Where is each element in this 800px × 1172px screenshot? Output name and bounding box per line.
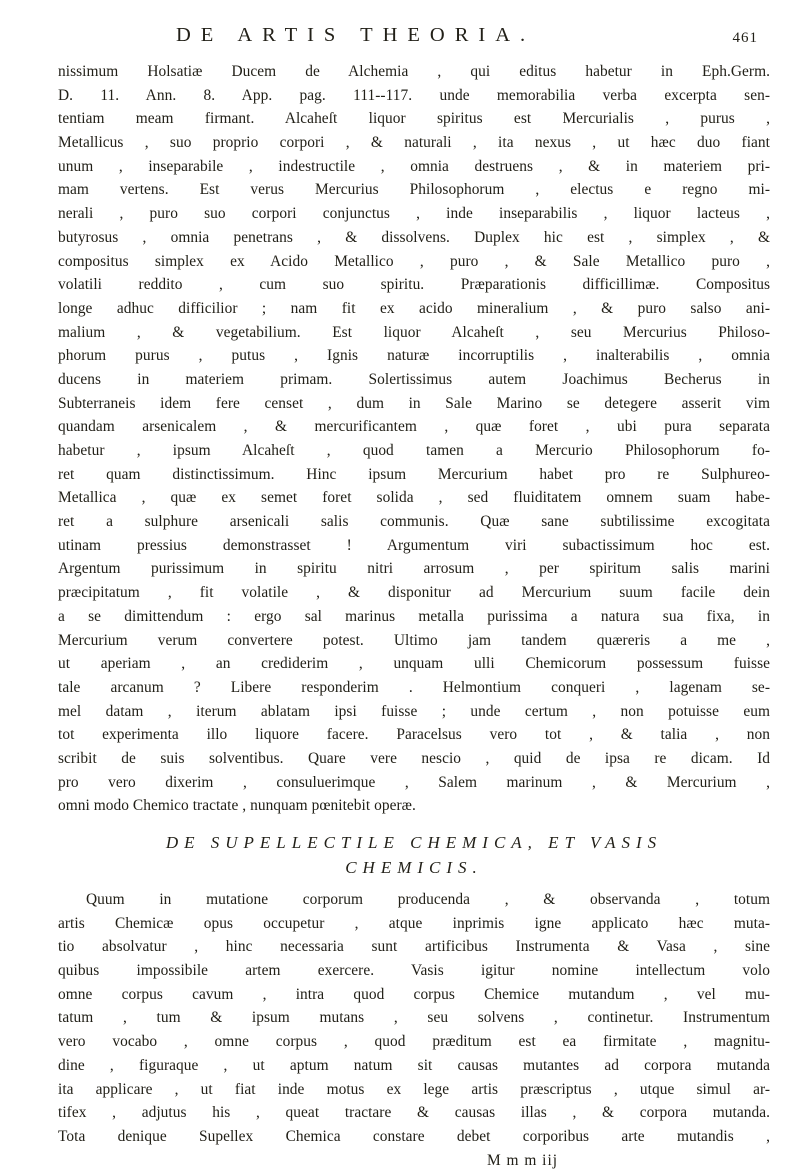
text-line: artis Chemicæ opus occupetur , atque inprimis igne applicato hæc muta- (58, 914, 770, 932)
text-line: Argentum purissimum in spiritu nitri arrosum , per spiritum salis marini (58, 560, 770, 578)
text-line: omni modo Chemico tractate , nunquam pœnitebit operæ. (58, 797, 416, 815)
text-line: præcipitatum , fit volatile , & disponitur ad Mercurium suum facile dein (58, 584, 770, 602)
text-line: longe adhuc difficilior ; nam fit ex acido mineralium , & puro salso ani- (58, 299, 770, 317)
text-line: ret a sulphure arsenicali salis communis. Quæ sane subtilissime excogitata (58, 513, 770, 531)
text-line: pro vero dixerim , consuluerimque , Salem marinum , & Mercurium , (58, 773, 770, 791)
text-line: tentiam meam firmant. Alcaheſt liquor spiritus est Mercurialis , purus , (58, 110, 770, 128)
text-line: D. 11. Ann. 8. App. pag. 111--117. unde memorabilia verba excerpta sen- (58, 86, 770, 104)
text-line: nerali , puro suo corpori conjunctus , inde inseparabilis , liquor lacteus , (58, 205, 770, 223)
text-line: dine , figuraque , ut aptum natum sit causas mutantes ad corpora mutanda (58, 1056, 770, 1074)
text-line: quibus impossibile artem exercere. Vasis igitur nomine intellectum volo (58, 962, 770, 980)
text-line: compositus simplex ex Acido Metallico , puro , & Sale Metallico puro , (58, 252, 770, 270)
text-line: volatili reddito , cum suo spiritu. Præparationis difficillimæ. Compositus (58, 276, 770, 294)
text-line: Tota denique Supellex Chemica constare debet corporibus arte mutandis , (58, 1127, 770, 1145)
text-line: ducens in materiem primam. Solertissimus autem Joachimus Becherus in (58, 370, 770, 388)
paragraph-supellex (58, 888, 770, 1149)
text-line: ita applicare , ut fiat inde motus ex lege artis præscriptus , utque simul ar- (58, 1080, 770, 1098)
text-line: utinam pressius demonstrasset ! Argumentum viri subactissimum hoc est. (58, 536, 770, 554)
text-line: Metallica , quæ ex semet foret solida , sed fluiditatem omnem suam habe- (58, 489, 770, 507)
text-line: tifex , adjutus his , queat tractare & causas illas , & corpora mutanda. (58, 1104, 770, 1122)
running-head (58, 22, 770, 60)
page-number: 461 (732, 30, 758, 46)
text-line: phorum purus , putus , Ignis naturæ incorruptilis , inalterabilis , omnia (58, 347, 770, 365)
signature-mark: M m m iij (487, 1151, 558, 1169)
text-line: Quum in mutatione corporum producenda , & observanda , totum (86, 891, 770, 908)
paragraph-alcahest (58, 60, 770, 818)
section-heading-line: DE SUPELLECTILE CHEMICA, ET VASIS (165, 833, 663, 852)
text-line: Mercurium verum convertere potest. Ultimo jam tandem quæreris a me , (58, 631, 770, 649)
text-line: scribit de suis solventibus. Quare vere nescio , quid de ipsa re dicam. Id (58, 749, 770, 767)
text-line: Metallicus , suo proprio corpori , & naturali , ita nexus , ut hæc duo fiant (58, 134, 770, 152)
running-title: DE ARTIS THEORIA. (176, 24, 536, 46)
text-line: omne corpus cavum , intra quod corpus Chemice mutandum , vel mu- (58, 985, 770, 1003)
text-line: unum , inseparabile , indestructile , omnia destruens , & in materiem pri- (58, 157, 770, 175)
text-line: butyrosus , omnia penetrans , & dissolvens. Duplex hic est , simplex , & (58, 228, 770, 246)
text-line: habetur , ipsum Alcaheſt , quod tamen a Mercurio Philosophorum fo- (58, 442, 770, 459)
text-line: nissimum Holsatiæ Ducem de Alchemia , qui editus habetur in Eph.Germ. (58, 63, 770, 80)
text-line: tot experimenta illo liquore facere. Paracelsus vero tot , & talia , non (58, 726, 770, 744)
text-line: mam vertens. Est verus Mercurius Philosophorum , electus e regno mi- (58, 181, 770, 199)
text-line: tale arcanum ? Libere responderim . Helmontium conqueri , lagenam se- (58, 678, 770, 696)
text-line: a se dimittendum : ergo sal marinus metalla purissima a natura sua fixa, in (58, 607, 770, 625)
text-line: ret quam distinctissimum. Hinc ipsum Mercurium habet pro re Sulphureo- (58, 465, 770, 483)
text-line: vero vocabo , omne corpus , quod præditum est ea firmitate , magnitu- (58, 1033, 770, 1051)
text-line: tatum , tum & ipsum mutans , seu solvens , continetur. Instrumentum (58, 1009, 770, 1027)
text-line: malium , & vegetabilium. Est liquor Alcaheſt , seu Mercurius Philoso- (58, 323, 770, 341)
text-line: Subterraneis idem fere censet , dum in Sale Marino se detegere asserit vim (58, 394, 770, 412)
text-line: tio absolvatur , hinc necessaria sunt artificibus Instrumenta & Vasa , sine (58, 938, 770, 956)
section-heading-line: CHEMICIS. (345, 858, 483, 877)
text-line: quandam arsenicalem , & mercurificantem , quæ foret , ubi pura separata (58, 418, 770, 436)
section-heading (58, 830, 770, 880)
text-line: mel datam , iterum ablatam ipsi fuisse ; unde certum , non potuisse eum (58, 702, 770, 720)
text-line: ut aperiam , an crediderim , unquam ulli Chemicorum possessum fuisse (58, 655, 770, 673)
